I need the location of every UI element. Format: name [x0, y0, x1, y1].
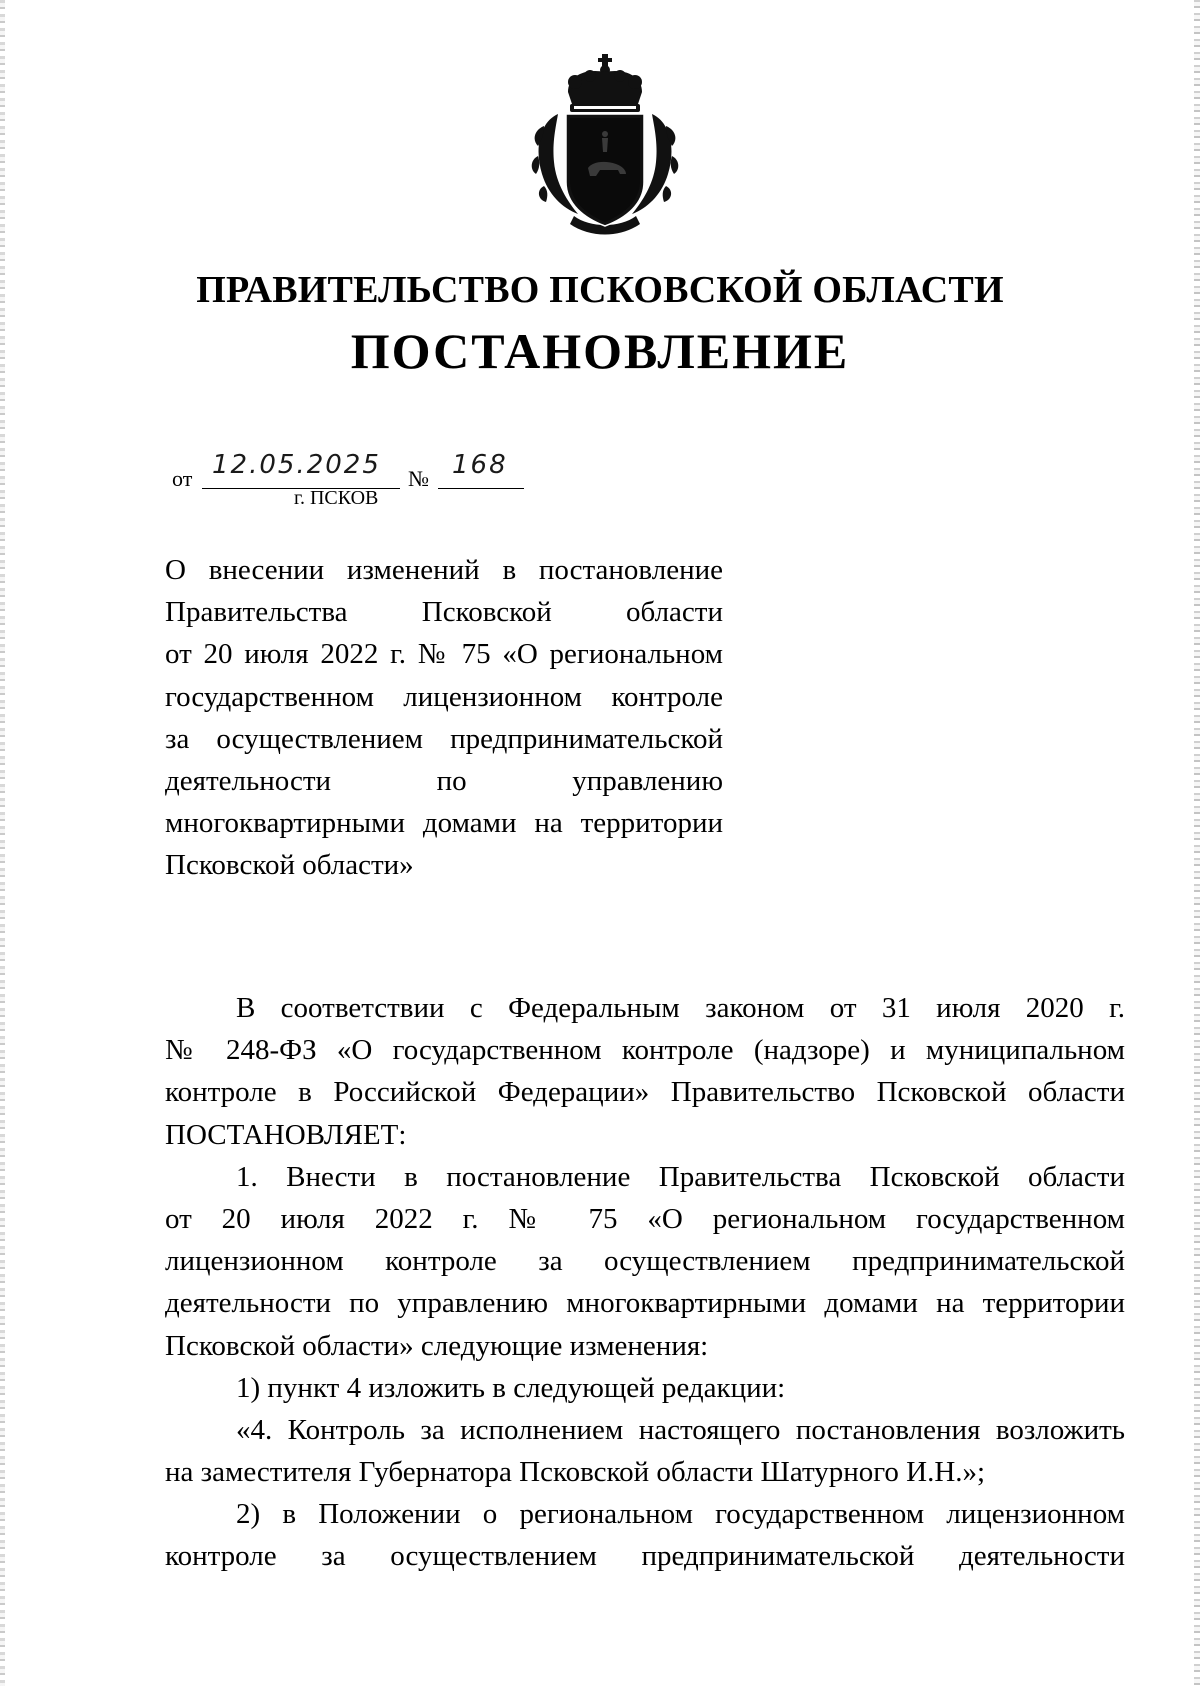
subject-line: О внесении изменений в постановление	[165, 554, 723, 586]
body-line: 1) пункт 4 изложить в следующей редакции:	[236, 1371, 786, 1404]
scan-edge-left	[0, 0, 5, 1686]
document-body	[165, 987, 1125, 1578]
body-line: контроле за осуществлением предпринимательской деятельности	[165, 1540, 1125, 1573]
body-line: № 248-ФЗ «О государственном контроле (надзоре) и муниципальном	[165, 1034, 1125, 1067]
document-subject	[165, 549, 723, 887]
number-value: 168	[452, 450, 508, 480]
body-line: 2) в Положении о региональном государственном лицензионном	[236, 1498, 1125, 1531]
subject-line: многоквартирными домами на территории	[165, 807, 723, 840]
body-line: «4. Контроль за исполнением настоящего постановления возложить	[236, 1413, 1125, 1446]
subject-line: деятельности по управлению	[165, 764, 723, 797]
body-line: лицензионном контроле за осуществлением предпринимательской	[165, 1245, 1125, 1278]
date-value: 12.05.2025	[212, 450, 381, 480]
number-field	[438, 450, 524, 489]
body-line: 1. Внести в постановление Правительства Псковской области	[236, 1160, 1125, 1193]
number-prefix: №	[408, 466, 429, 491]
city-label: г. ПСКОВ	[294, 487, 379, 509]
org-title: ПРАВИТЕЛЬСТВО ПСКОВСКОЙ ОБЛАСТИ	[196, 269, 1004, 311]
subject-line: Правительства Псковской области	[165, 596, 723, 629]
subject-line: государственном лицензионном контроле	[165, 680, 723, 713]
body-line: В соответствии с Федеральным законом от 31 июля 2020 г.	[236, 992, 1125, 1024]
date-prefix: от	[172, 466, 193, 491]
body-line: на заместителя Губернатора Псковской области Шатурного И.Н.»;	[165, 1456, 986, 1489]
date-field	[202, 450, 400, 489]
coat-of-arms-icon	[530, 52, 680, 242]
body-line: контроле в Российской Федерации» Правительство Псковской области	[165, 1076, 1125, 1109]
subject-line: от 20 июля 2022 г. № 75 «О региональном	[165, 638, 723, 671]
subject-line: за осуществлением предпринимательской	[165, 722, 723, 755]
body-line: от 20 июля 2022 г. № 75 «О региональном государственном	[165, 1202, 1125, 1235]
body-line: Псковской области» следующие изменения:	[165, 1329, 709, 1362]
body-line: деятельности по управлению многоквартирными домами на территории	[165, 1287, 1125, 1320]
document-type-title: ПОСТАНОВЛЕНИЕ	[350, 323, 850, 379]
body-line: ПОСТАНОВЛЯЕТ:	[165, 1118, 407, 1151]
scan-edge-right	[1194, 0, 1200, 1686]
subject-line: Псковской области»	[165, 849, 414, 882]
